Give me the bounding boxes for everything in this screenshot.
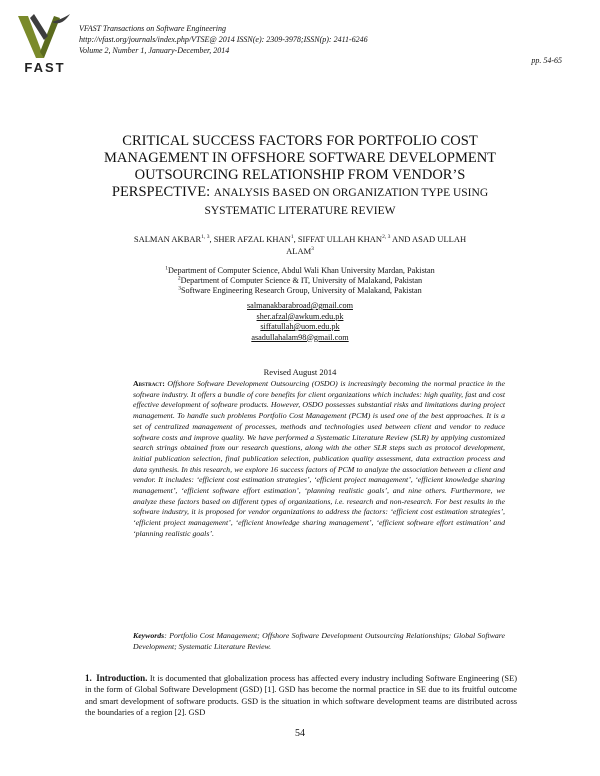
- abstract-label: Abstract:: [133, 379, 165, 388]
- keywords: [133, 631, 505, 652]
- introduction-section: [85, 673, 517, 718]
- journal-url[interactable]: http://vfast.org/journals/index.php/VTSE@ 2014 ISSN(e): 2309-3978;ISSN(p): 2411-6246: [79, 35, 368, 44]
- author-name: SALMAN AKBAR: [133, 234, 202, 244]
- affiliation-item: $^1$Department of Computer Science, Abdul Wali Khan University Mardan, Pakistan: [165, 265, 435, 275]
- journal-logo: [14, 12, 76, 78]
- logo-v-mark-icon: [14, 12, 76, 62]
- abstract: [133, 379, 505, 540]
- affiliation-item: $^3$Software Engineering Research Group, University of Malakand, Pakistan: [178, 285, 422, 296]
- logo-text: FAST: [24, 60, 66, 75]
- journal-volume: Volume 2, Number 1, January-December, 2014: [79, 46, 230, 55]
- title-subtitle: ANALYSIS BASED ON ORGANIZATION TYPE USING SYSTEMATIC LITERATURE REVIEW: [204, 187, 489, 217]
- email-link[interactable]: siffatullah@uom.edu.pk: [260, 322, 340, 331]
- author-list: SALMAN AKBAR$^{1, 3}$, SHER AFZAL KHAN$^1$, SIFFAT ULLAH KHAN$^{2, 3}$ AND ASAD ULLAH ALAM$^3$: [133, 234, 467, 256]
- affiliations: [120, 266, 480, 297]
- abstract-text: Offshore Software Development Outsourcing (OSDO) is increasingly becoming the normal practice in the software industry. It offers a bundle of core benefits for client organizations which includes: high quality, fast and cost effective development of software products. However, OSDO possesses substantial risks and limitations during project management. To handle such problems Portfolio Cost Management (PCM) is used one of the best approaches. It is a set of centralized management of processes, methods and technologies used between client and vendor to reduce software costs and improve quality. We have performed a Systematic Literature Review (SLR) by applying customized search strings obtained from our research questions, along with the other SLR steps such as protocol development, initial publication selection, final publication selection, publication quality assessment, data extraction process and data synthesis. In this research, we explore 16 success factors of PCM to analyze the association between a client and vendor. It includes: ‘efficient cost estimation strategies’, ‘efficient project management’, ‘efficient knowledge sharing management’, ‘efficient software effort estimation’, ‘planning realistic goals’, and nine others. Furthermore, we analyze these factors based on different types of organizations, i.e. research and non-research. For best results in the software industry, it is proposed for vendor organizations to address the factors: ‘efficient cost estimation strategies’, ‘efficient project management’, ‘efficient knowledge sharing management’, ‘efficient software effort estimation’ and ‘planning realistic goals’.: [133, 379, 506, 538]
- revised-date: Revised August 2014: [263, 367, 337, 377]
- author-name: SIFFAT ULLAH KHAN: [297, 234, 383, 244]
- keywords-label: Keywords: [133, 631, 165, 640]
- author-affil-sup: 1: [290, 234, 294, 241]
- introduction-text: It is documented that globalization process has affected every industry including Software Engineering (SE) in the form of Global Software Development (GSD) [1]. GSD has become the normal practice in SE due to its fruitful outcome and smart development of software products. GSD is the situation in which software development teams are distributed across the boundaries of a region [2]. GSD: [85, 674, 517, 717]
- author-name: SHER AFZAL KHAN: [213, 234, 291, 244]
- author-emails: [150, 301, 450, 343]
- author-affil-sup: 3: [311, 246, 314, 253]
- email-link[interactable]: asadullahalam98@gmail.com: [251, 332, 349, 342]
- paper-title: [90, 133, 510, 220]
- title-main: CRITICAL SUCCESS FACTORS FOR PORTFOLIO COST MANAGEMENT IN OFFSHORE SOFTWARE DEVELOPMENT OUTSOURCING RELATIONSHIP FROM VENDOR’S PERSPECTIVE:: [103, 133, 497, 200]
- page-range: pp. 54-65: [531, 56, 562, 65]
- section-heading: 1. Introduction.: [85, 673, 148, 683]
- journal-name: VFAST Transactions on Software Engineering: [79, 24, 226, 33]
- keywords-text: : Portfolio Cost Management; Offshore Software Development Outsourcing Relationships; Global Software Development; Systematic Literature Review.: [133, 631, 505, 651]
- email-link[interactable]: salmanakbarabroad@gmail.com: [247, 301, 353, 310]
- author-affil-sup: 2, 3: [382, 234, 391, 241]
- author-name: AND ASAD ULLAH ALAM: [286, 234, 467, 256]
- page-number: 54: [295, 728, 305, 739]
- affiliation-item: $^2$Department of Computer Science & IT, University of Malakand, Pakistan: [177, 275, 423, 286]
- email-link[interactable]: sher.afzal@awkum.edu.pk: [256, 311, 344, 321]
- author-affil-sup: 1, 3: [201, 234, 210, 241]
- journal-header: [79, 23, 368, 56]
